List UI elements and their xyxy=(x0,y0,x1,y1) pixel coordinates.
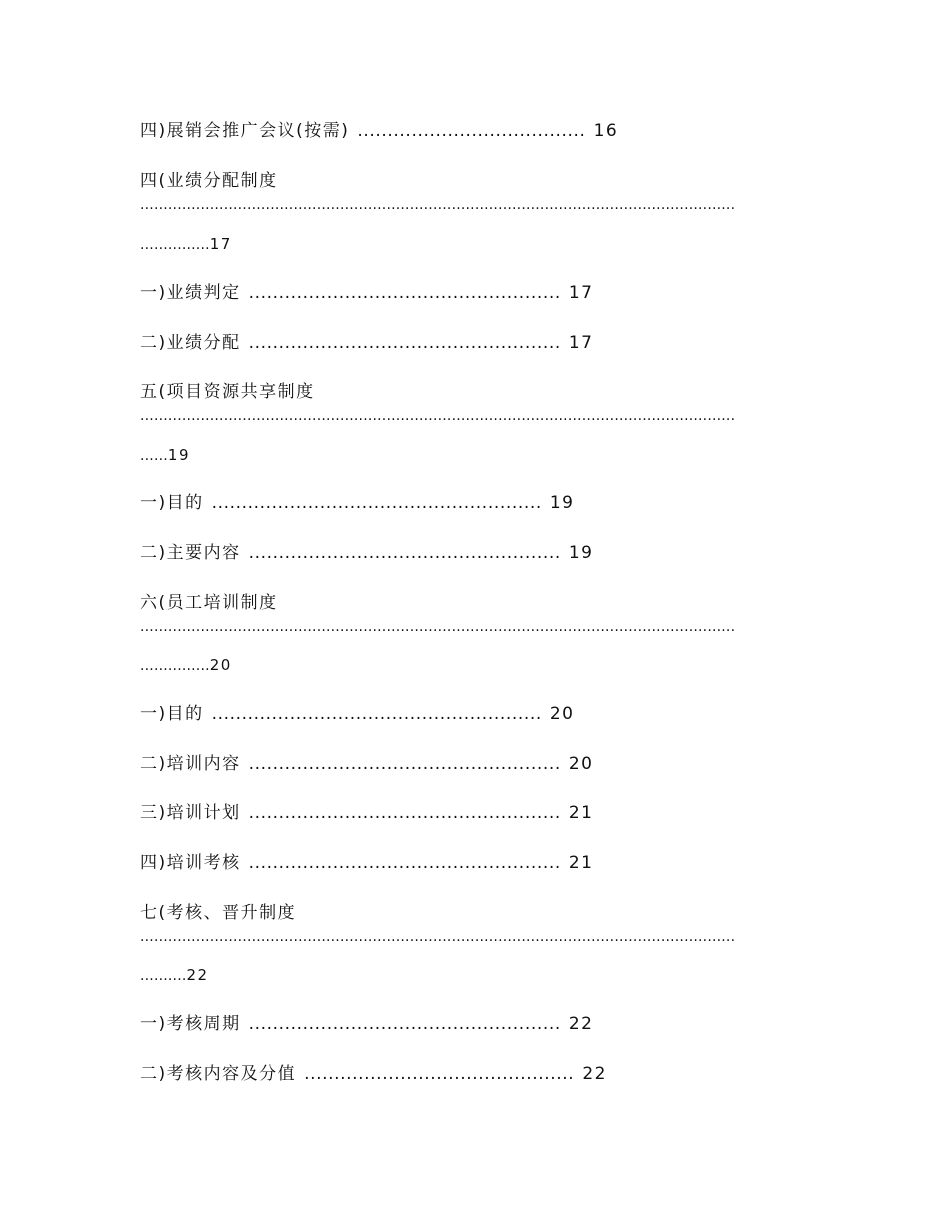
toc-entry-title: 七(考核、晋升制度 xyxy=(140,903,297,923)
toc-leader-dots: .................................................... xyxy=(248,1014,561,1034)
toc-entry-title: 二)培训内容 xyxy=(140,754,241,774)
toc-leader-dots: ...................................... xyxy=(357,121,586,141)
toc-entry-title: 五(项目资源共享制度 xyxy=(140,382,315,402)
toc-leader-dots: ....................................................... xyxy=(211,493,542,513)
toc-page-number: 17 xyxy=(568,333,594,353)
toc-page-number: 20 xyxy=(568,754,594,774)
toc-page-number: 20 xyxy=(209,656,232,674)
toc-leader-dots: ............... xyxy=(140,237,210,253)
toc-entry-title: 四)展销会推广会议(按需) xyxy=(140,121,350,141)
toc-leader-dots: .................................................... xyxy=(248,853,561,873)
toc-page-number: 20 xyxy=(549,704,575,724)
toc-entry-continuation[interactable] xyxy=(140,445,190,466)
toc-page-number: 22 xyxy=(582,1064,607,1084)
toc-entry[interactable] xyxy=(140,703,575,725)
toc-leader-dots: .................................................... xyxy=(248,754,561,774)
toc-section-heading[interactable] xyxy=(140,902,296,924)
toc-entry-continuation[interactable] xyxy=(140,655,232,676)
toc-leader-dots: ............... xyxy=(140,658,210,674)
toc-entry-title: 三)培训计划 xyxy=(140,803,241,823)
toc-entry-title: 二)考核内容及分值 xyxy=(140,1064,297,1084)
toc-page-number: 21 xyxy=(568,803,594,823)
toc-entry-title: 二)主要内容 xyxy=(140,543,241,563)
toc-page-number: 21 xyxy=(568,853,594,873)
toc-page-number: 19 xyxy=(568,543,594,563)
toc-entry-continuation[interactable] xyxy=(140,965,209,986)
toc-entry[interactable] xyxy=(140,1013,593,1035)
toc-section-heading[interactable] xyxy=(140,170,278,192)
toc-page-number: 22 xyxy=(568,1014,594,1034)
toc-entry[interactable] xyxy=(140,332,593,354)
toc-entry-title: 一)考核周期 xyxy=(140,1014,241,1034)
toc-entry[interactable] xyxy=(140,120,618,142)
toc-leader-dots: .................................................... xyxy=(248,543,561,563)
toc-page-number: 17 xyxy=(568,283,594,303)
toc-page-number: 22 xyxy=(186,966,209,984)
toc-leader-dots: ................................................................................................................................ xyxy=(140,619,736,635)
toc-leader-dots: ............................................. xyxy=(304,1064,575,1084)
toc-leader-dots: .................................................... xyxy=(248,283,561,303)
toc-page-number: 19 xyxy=(549,493,575,513)
toc-entry[interactable] xyxy=(140,282,593,304)
toc-entry-title: 一)目的 xyxy=(140,704,204,724)
toc-leader-dots: ................................................................................................................................ xyxy=(140,197,736,213)
toc-entry-continuation[interactable] xyxy=(140,234,232,255)
toc-leader-dots: .................................................... xyxy=(248,333,561,353)
toc-entry[interactable] xyxy=(140,753,593,775)
toc-entry-title: 一)目的 xyxy=(140,493,204,513)
toc-leader-dots: .................................................... xyxy=(248,803,561,823)
toc-entry-title: 六(员工培训制度 xyxy=(140,593,278,613)
toc-entry[interactable] xyxy=(140,852,593,874)
toc-leader-dots: ....................................................... xyxy=(211,704,542,724)
toc-entry[interactable] xyxy=(140,802,593,824)
toc-leader-dots: .......... xyxy=(140,968,187,984)
toc-page-number: 17 xyxy=(209,235,232,253)
toc-leader-dots: ...... xyxy=(140,448,168,464)
toc-entry[interactable] xyxy=(140,1063,607,1085)
toc-section-heading[interactable] xyxy=(140,592,278,614)
toc-entry-title: 一)业绩判定 xyxy=(140,283,241,303)
toc-entry[interactable] xyxy=(140,542,593,564)
toc-leader-dots: ................................................................................................................................ xyxy=(140,929,736,945)
toc-entry-title: 四)培训考核 xyxy=(140,853,241,873)
toc-leader-dots: ................................................................................................................................ xyxy=(140,408,736,424)
toc-section-heading[interactable] xyxy=(140,381,315,403)
toc-page-number: 19 xyxy=(167,446,190,464)
toc-entry-title: 四(业绩分配制度 xyxy=(140,171,278,191)
toc-entry[interactable] xyxy=(140,492,575,514)
toc-entry-title: 二)业绩分配 xyxy=(140,333,241,353)
toc-page-number: 16 xyxy=(593,121,619,141)
